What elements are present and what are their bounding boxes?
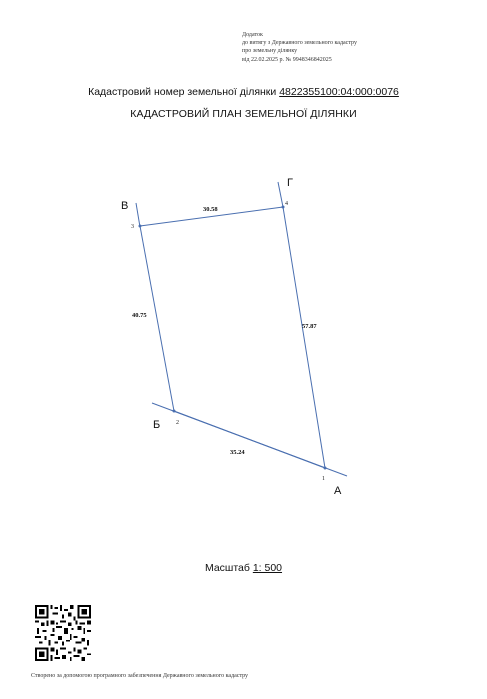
vertex-number: 4 xyxy=(285,201,288,207)
plan-title: КАДАСТРОВИЙ ПЛАН ЗЕМЕЛЬНОЇ ДІЛЯНКИ xyxy=(130,108,357,120)
footer-note: Створено за допомогою програмного забезпечення Державного земельного кадастру xyxy=(31,673,249,679)
annex-line: Додаток xyxy=(242,32,263,38)
side-length: 35.24 xyxy=(230,449,245,456)
scale-row xyxy=(0,562,487,574)
vertex-2 xyxy=(173,410,176,413)
cadastral-number-label: Кадастровий номер земельної ділянки xyxy=(88,86,277,98)
side-length: 40.75 xyxy=(132,312,147,319)
qr-code-icon xyxy=(35,605,91,661)
side-length: 30.58 xyxy=(203,206,218,213)
vertex-letter: Г xyxy=(287,177,293,189)
vertex-letter: А xyxy=(334,485,342,497)
annex-line: до витягу з Державного земельного кадастру xyxy=(242,40,357,47)
scale-label: Масштаб xyxy=(204,562,250,574)
vertex-number: 2 xyxy=(176,420,179,426)
vertex-1 xyxy=(324,467,327,470)
vertex-number: 1 xyxy=(322,476,325,482)
vertex-letter: Б xyxy=(153,419,161,431)
vertex-3 xyxy=(139,225,142,228)
annex-line: про земельну ділянку xyxy=(242,48,298,55)
side-4-1 xyxy=(283,207,325,468)
side-2-1 xyxy=(174,411,325,468)
side-length: 57.87 xyxy=(302,323,317,330)
cadastral-number: 4822355100:04:000:0076 xyxy=(279,86,399,98)
scale-value: 1: 500 xyxy=(252,562,283,574)
vertex-number: 3 xyxy=(131,224,134,230)
vertex-letter: В xyxy=(121,200,129,212)
extension-line-v xyxy=(136,203,140,227)
annex-line: від 22.02.2025 р. № 9948346842025 xyxy=(242,56,332,63)
extension-line-h xyxy=(278,182,283,207)
